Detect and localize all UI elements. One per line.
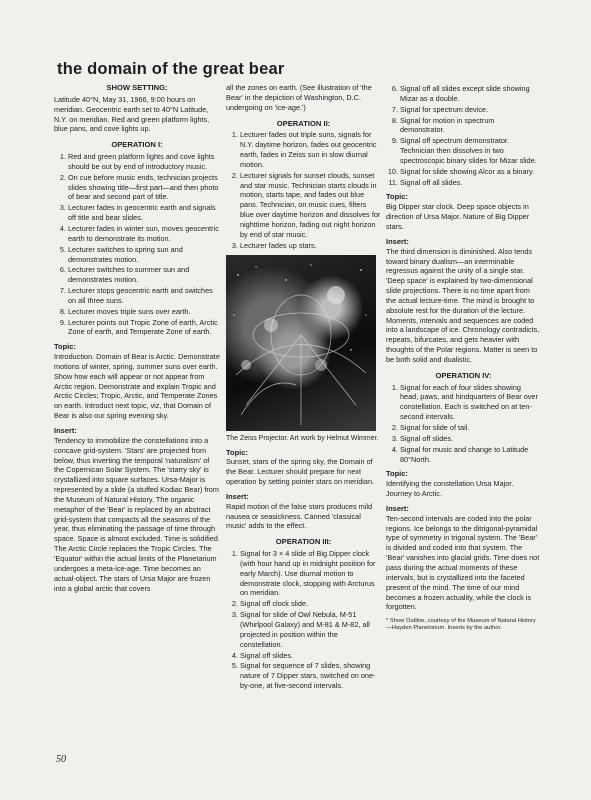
operation-3-list-continued [386,84,541,187]
list-item: 2. Signal for slide of tail. [400,423,541,433]
list-item: 3. Lecturer fades in geocentric earth and signals off title and bear slides. [68,203,220,223]
column-1 [54,83,220,593]
list-item: 10. Signal for slide showing Alcor as a binary. [400,167,541,177]
list-item: 5. Signal for sequence of 7 slides, showing nature of 7 Dipper stars, switched on one-by-one, at five-second intervals. [240,661,381,691]
list-item: 1. Red and green platform lights and cove lights should be out by end of introductory music. [68,152,220,172]
list-item: 4. Signal for music and change to Latitude 80°North. [400,445,541,465]
list-item: 5. Lecturer switches to spring sun and demonstrates motion. [68,245,220,265]
list-item: 2. Signal off clock slide. [240,599,381,609]
list-item: 7. Lecturer stops geocentric earth and switches on all three suns. [68,286,220,306]
insert-label: Insert: [386,503,409,513]
topic-label: Topic: [386,192,408,202]
list-item: 2. Lecturer signals for sunset clouds, sunset and star music. Technician starts clouds in motion, starts tape, and fades out blue pans. Technician, on music cues, filters blue over daytime horizon and dissolves for nighttime horizon, fading out night horizon by end of star music. [240,171,381,240]
topic-text: Identifying the constellation Ursa Major. Journey to Arctic. [386,479,514,499]
list-item: 2. On cue before music ends, technician projects slides showing title—first part—and then photo of bear and second part of title. [68,173,220,203]
list-item: 3. Signal for slide of Owl Nebula, M-51 (Whirlpool Galaxy) and M-81 & M-82, all projected in position within the constellation. [240,610,381,649]
list-item: 9. Lecturer points out Tropic Zone of earth, Arctic Zone of earth, and Temperate Zone of earth. [68,318,220,338]
topic-text: Sunset, stars of the spring sky, the Domain of the Bear. Lecturer should prepare for next operation by setting pointer stars on meridian. [226,457,375,487]
show-setting-heading: SHOW SETTING: [106,83,168,92]
topic-label: Topic: [386,469,408,479]
continuation-text: all the zones on earth. (See illustration of 'the Bear' in the depiction of Washington, D.C. undergoing on 'ice-age.') [226,83,372,112]
list-item: 3. Signal off slides. [400,434,541,444]
list-item: 1. Lecturer fades out triple suns, signals for N.Y. daytime horizon, fades out geocentric earth, fades in Zeiss sun in slow diurnal motion. [240,130,381,169]
list-item: 1. Signal for each of four slides showing head, paws, and hindquarters of Bear over constellation. Each is switched on at ten-second intervals. [400,383,541,422]
topic-label: Topic: [54,342,76,352]
operation-1-list [54,152,220,337]
insert-text: The third dimension is diminished. Also tends toward binary dualism—an interminable regressus against the unity of a single star. 'Deep space' is explained by two-dimensional slide projections. There is no time apart from the actual lecture-time. The mind is brought to absolute rest for the duration of the lecture. Moments, intervals and sequences are coded into a landscape of ice. Chronology contradicts, repeats, bifurcates, and gets heavier with thoughts of the Polar regions. Matter is seen to be both solid and dualistic. [386,246,540,364]
list-item: 4. Signal off slides. [240,651,381,661]
column-2 [226,83,381,692]
list-item: 7. Signal for spectrum device. [400,105,541,115]
list-item: 4. Lecturer fades in winter sun, moves geocentric earth to demonstrate its motion. [68,224,220,244]
operation-2-heading: OPERATION II: [276,118,331,128]
operation-2-list [226,130,381,250]
operation-3-heading: OPERATION III: [275,537,332,547]
column-3 [386,83,541,632]
insert-label: Insert: [54,426,77,435]
figure-caption: The Zeiss Projector. Art work by Helmut Wimmer. [226,434,379,442]
list-item: 6. Signal off all slides except slide showing Mizar as a double. [400,84,541,104]
topic-text: Big Dipper star clock. Deep space objects in direction of Ursa Major. Nature of Big Dipper stars. [386,202,530,231]
insert-text: Tendency to immobilize the constellations into a concave grid-system. 'Stars' are projected from below, thus inverting the temporal 'naturalism' of the Copernican Solar System. The 'starry sky' is crystallized into square surfaces. Ursa-Major is represented by a slide (a stuffed Kodiac Bear) from the Museum of Natural History. The organic metaphor of the 'Bear' is replaced by an abstract grid-system that compacts all the seasons of the year, thus eliminating the passage of time through space. Space is almost excluded. Time is solidified. The Arctic Circle replaces the Tropic Circles. The 'Equator' within the actual limits of the Planetarium undergoes a meta-ice-age. Time becomes an actual-object. The stars of Ursa Major are frozen into a global arctic that covers [54,435,220,593]
operation-3-list [226,549,381,691]
list-item: 6. Lecturer switches to summer sun and demonstrates motion. [68,265,220,285]
operation-4-list [386,383,541,465]
list-item: 8. Signal for motion in spectrum demonstrator. [400,116,541,136]
list-item: 1. Signal for 3 × 4 slide of Big Dipper clock (with hour hand up in midnight position for early March). Use diurnal motion to demonstrate clock, stopping with Arcturus on meridian. [240,549,381,598]
list-item: 8. Lecturer moves triple suns over earth. [68,307,220,317]
list-item: 11. Signal off all slides. [400,178,541,188]
projector-illustration [226,255,376,431]
operation-1-heading: OPERATION I: [111,140,163,150]
topic-text: Introduction. Domain of Bear is Arctic. Demonstrate motions of winter, spring, summer suns over earth. Show how each will appear or not appear from Arctic region. Demonstrate and explain Tropic and Arctic Circles; Tropic, Arctic, and Temperate Zones on earth. Introduct next topic, viz, that Domain of Bear is also our spring evening sky. [54,352,220,421]
list-item: 3. Lecturer fades up stars. [240,241,381,251]
footnote: * Show Outline, courtesy of the Museum of Natural History—Hayden Planetorium. Inserts by the author. [386,618,536,632]
zeiss-projector-artwork-image [226,255,376,431]
insert-text: Rapid motion of the false stars produces mild nausea or seasickness. Canned 'classical music' adds to the effect. [226,501,373,531]
list-item: 9. Signal off spectrum demonstrator. Technician then dissolves in two spectroscopic binary slides for Mizar slide. [400,136,541,166]
page-number: 50 [56,754,66,765]
page-title: the domain of the great bear [57,60,285,78]
insert-text: Ten-second intervals are coded into the polar regions. Ice belongs to the ditrigonal-pyramidal type of symmetry in trigonal system. The 'Bear' is divided and coded into that system. The 'Bear' vanishes into glacial grids. Time does not pass during the actual moments of these intervals, but is crystallized into the faceted present of the mind. The time of our mind becomes a frozen actuality, while the clock is forgotten. [386,513,540,612]
topic-label: Topic: [226,447,248,457]
show-setting-text: Latitude 40°N, May 31, 1966, 9:00 hours on meridian. Geocentric earth set to 40°N Latitude, N.Y. on meridian. Red and green platform lights, blue pans, and cove lights up. [54,94,210,134]
insert-label: Insert: [226,491,249,501]
insert-label: Insert: [386,236,409,246]
operation-4-heading: OPERATION IV: [435,370,492,380]
